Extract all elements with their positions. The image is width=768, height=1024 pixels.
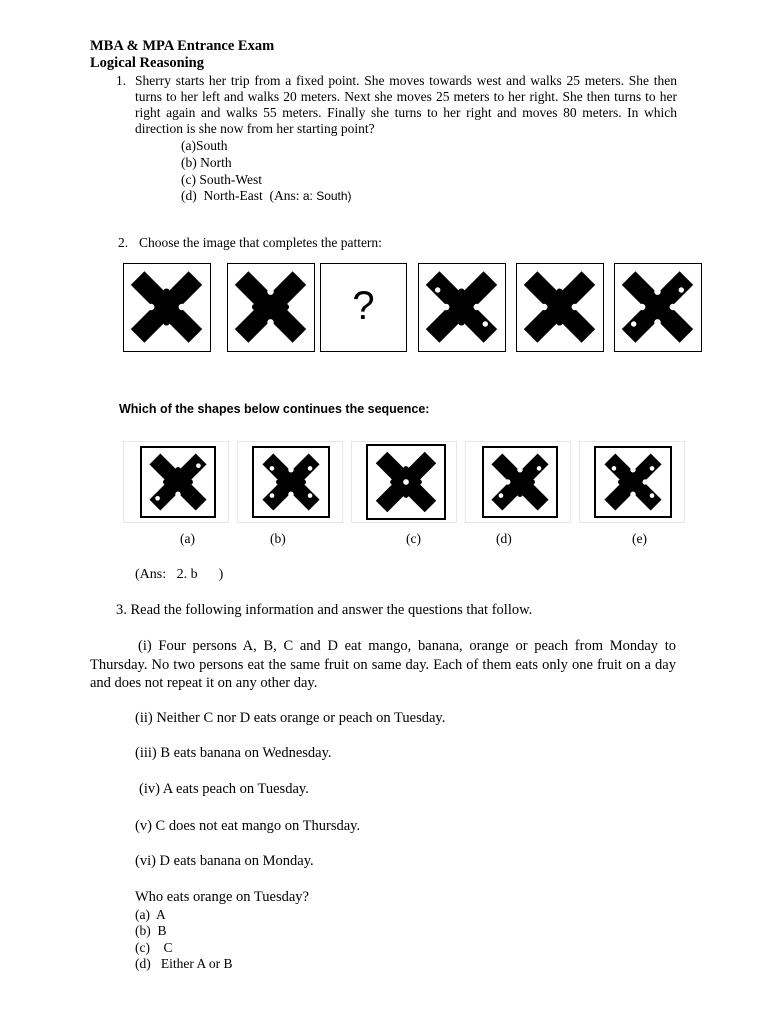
q3-intro: 3. Read the following information and answer the questions that follow. — [116, 602, 533, 618]
pattern-box-4 — [418, 263, 506, 352]
q1-option-d — [181, 188, 352, 204]
option-image-a[interactable] — [123, 441, 229, 523]
pattern-box-1 — [123, 263, 211, 352]
sequence-heading: Which of the shapes below continues the sequence: — [119, 402, 430, 416]
pattern-cross-figure-1 — [124, 264, 209, 350]
pattern-cross-figure-5 — [517, 264, 602, 350]
option-e-frame — [594, 446, 672, 518]
q3-option-c: (c) C — [135, 940, 173, 955]
q3-question: Who eats orange on Tuesday? — [135, 889, 309, 905]
option-b-frame — [252, 446, 330, 518]
q1-option-c: (c) South-West — [181, 172, 263, 187]
q2-answer: (Ans: 2. b ) — [135, 567, 224, 582]
option-image-c[interactable] — [351, 441, 457, 523]
option-a-frame — [140, 446, 216, 518]
q3-option-b: (b) B — [135, 923, 167, 938]
q2-text: Choose the image that completes the pattern: — [139, 235, 382, 250]
option-image-e[interactable] — [579, 441, 685, 523]
pattern-cross-figure-4 — [419, 264, 504, 350]
q3-statement-iii: (iii) B eats banana on Wednesday. — [135, 745, 332, 761]
option-a-cross-figure — [142, 448, 214, 516]
q1-answer: a: South) — [302, 189, 352, 203]
pattern-box-2 — [227, 263, 315, 352]
q3-option-d: (d) Either A or B — [135, 956, 233, 971]
q3-statement-ii: (ii) Neither C nor D eats orange or peach on Tuesday. — [135, 710, 446, 726]
q1-number: 1. — [116, 73, 127, 88]
option-c-cross-figure — [368, 446, 444, 518]
exam-title: MBA & MPA Entrance Exam — [90, 38, 275, 54]
option-c-frame — [366, 444, 446, 520]
option-d-frame — [482, 446, 558, 518]
option-e-cross-figure — [596, 448, 670, 516]
pattern-cross-figure-2 — [228, 264, 313, 350]
option-label-e: (e) — [632, 531, 647, 546]
option-label-b: (b) — [270, 531, 286, 546]
option-label-c: (c) — [406, 531, 421, 546]
q1-option-b: (b) North — [181, 155, 232, 170]
pattern-cross-figure-6 — [615, 264, 700, 350]
pattern-box-6 — [614, 263, 702, 352]
option-label-a: (a) — [180, 531, 195, 546]
question-mark: ? — [352, 284, 375, 328]
q3-statement-vi: (vi) D eats banana on Monday. — [135, 853, 314, 869]
pattern-box-5 — [516, 263, 604, 352]
q3-statement-v: (v) C does not eat mango on Thursday. — [135, 818, 361, 834]
q1-option-a: (a)South — [181, 138, 228, 153]
section-title: Logical Reasoning — [90, 55, 204, 71]
option-image-b[interactable] — [237, 441, 343, 523]
q3-statement-i: (i) Four persons A, B, C and D eat mango, banana, orange or peach from Monday to Thursday. No two persons eat the same fruit on same day. Each of them eats only one fruit on a day and does not repeat it on any other day. — [90, 638, 676, 691]
option-label-d: (d) — [496, 531, 512, 546]
option-d-cross-figure — [484, 448, 556, 516]
q2-number: 2. — [118, 235, 129, 250]
q3-statement-iv: (iv) A eats peach on Tuesday. — [139, 781, 309, 797]
q1-text: Sherry starts her trip from a fixed point. She moves towards west and walks 25 meters. She then turns to her left and walks 20 meters. Next she moves 25 meters to her right. She then turns to her right again and walks 55 meters. Finally she turns to her right and moves 80 meters. In which direction is she now from her starting point? — [135, 73, 677, 136]
q1-option-d-label: (d) North-East (Ans: — [181, 188, 303, 203]
pattern-box-missing — [320, 263, 407, 352]
option-image-d[interactable] — [465, 441, 571, 523]
option-b-cross-figure — [254, 448, 328, 516]
q3-option-a: (a) A — [135, 907, 166, 922]
